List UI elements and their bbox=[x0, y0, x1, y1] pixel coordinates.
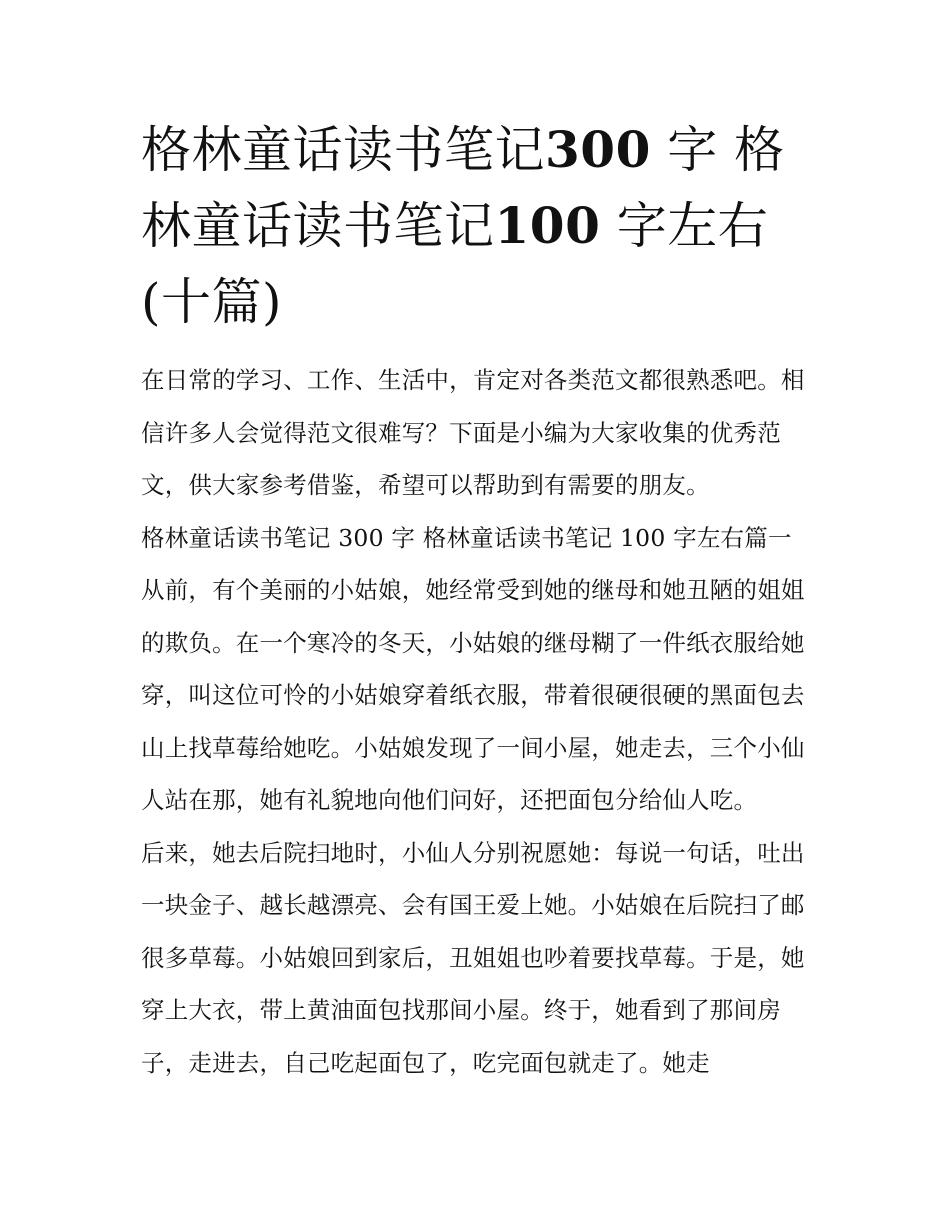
intro-paragraph: 在日常的学习、工作、生活中，肯定对各类范文都很熟悉吧。相信许多人会觉得范文很难写？下面是小编为大家收集的优秀范文，供大家参考借鉴，希望可以帮助到有需要的朋友。 bbox=[141, 366, 805, 499]
story-paragraph-1: 从前，有个美丽的小姑娘，她经常受到她的继母和她丑陋的姐姐的欺负。在一个寒冷的冬天，小姑娘的继母糊了一件纸衣服给她穿，叫这位可怜的小姑娘穿着纸衣服，带着很硬很硬的黑面包去山上找草莓给她吃。小姑娘发现了一间小屋，她走去，三个小仙人站在那，她有礼貌地向他们问好，还把面包分给仙人吃。 bbox=[141, 576, 805, 814]
title-text-part2: 字 格林童话读书笔记 bbox=[141, 121, 785, 255]
section-heading: 格林童话读书笔记 300 字 格林童话读书笔记 100 字左右篇一 bbox=[141, 523, 792, 552]
title-text-part1: 格林童话读书笔记 bbox=[141, 121, 545, 179]
title-text-part3: 字左右(十篇) bbox=[141, 197, 769, 331]
title-number-300: 300 bbox=[545, 120, 651, 179]
story-paragraph-2: 后来，她去后院扫地时，小仙人分别祝愿她：每说一句话，吐出一块金子、越长越漂亮、会有国王爱上她。小姑娘在后院扫了邮很多草莓。小姑娘回到家后，丑姐姐也吵着要找草莓。于是，她穿上大衣，带上黄油面包找那间小屋。终于，她看到了那间房子，走进去，自己吃起面包了，吃完面包就走了。她走 bbox=[141, 838, 805, 1077]
document-content bbox=[141, 112, 816, 1089]
title-number-100: 100 bbox=[494, 196, 601, 255]
document-title bbox=[141, 112, 816, 340]
